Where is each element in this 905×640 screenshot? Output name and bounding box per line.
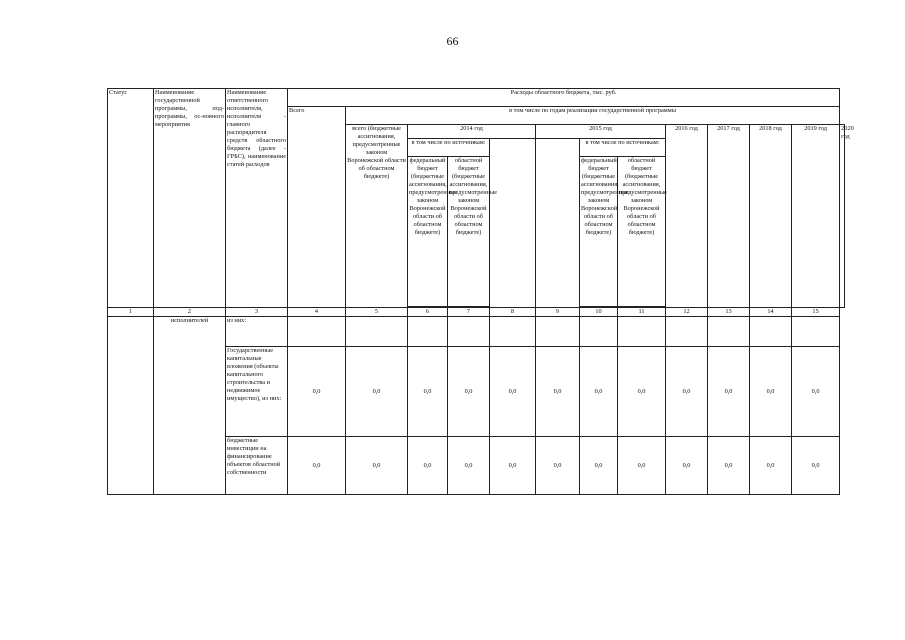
value-cell: 0,0: [346, 437, 408, 495]
header-regional-2014: областной бюджет (бюджетные ассигнования, предусмотренные законом Воронежской области об областном бюджете): [448, 157, 490, 307]
header-executor: Наименование ответственного исполнителя, исполнителя - главного распорядителя средств областного бюджета (далее - ГРБС), наименование статей расходов: [226, 89, 288, 308]
header-regional-2015: областной бюджет (бюджетные ассигнования, предусмотренные законом Воронежской области об областном бюджете): [618, 157, 666, 307]
budget-expenses-table: [107, 88, 854, 495]
value-cell: 0,0: [448, 347, 490, 437]
header-year-2018: 2018 год: [750, 125, 792, 308]
value-cell: 0,0: [536, 347, 580, 437]
value-cell: 0,0: [750, 347, 792, 437]
value-cell: 0,0: [708, 437, 750, 495]
col-num: 4: [288, 308, 346, 317]
value-cell: 0,0: [666, 437, 708, 495]
col-num: 10: [580, 308, 618, 317]
value-cell: 0,0: [580, 437, 618, 495]
header-federal-2014: федеральный бюджет (бюджетные ассигнования, предусмотренные законом Воронежской области об областном бюджете): [408, 157, 448, 307]
col-num: 15: [792, 308, 840, 317]
header-total: Всего: [288, 107, 346, 308]
value-cell: 0,0: [792, 347, 840, 437]
blank-2015-cell: [536, 139, 580, 308]
value-cell: 0,0: [288, 437, 346, 495]
col-num: 2: [154, 308, 226, 317]
col-num: 3: [226, 308, 288, 317]
col-num: 14: [750, 308, 792, 317]
header-all-budget: всего (бюджетные ассигнования, предусмотренные законом Воронежской области об областном бюджете): [346, 125, 408, 308]
value-cell: 0,0: [666, 347, 708, 437]
header-year-2019: 2019 год: [792, 125, 840, 308]
value-cell: 0,0: [750, 437, 792, 495]
col-num: 9: [536, 308, 580, 317]
value-cell: 0,0: [346, 347, 408, 437]
header-year-2020: 2020 год: [840, 125, 845, 308]
value-cell: 0,0: [408, 437, 448, 495]
value-cell: 0,0: [448, 437, 490, 495]
value-cell: 0,0: [490, 437, 536, 495]
page-number: 66: [446, 34, 459, 48]
header-year-2015: 2015 год: [536, 125, 666, 139]
header-program-name: Наименование государственной программы, под-программы, ос-новного мероприятия: [154, 89, 226, 308]
value-cell: 0,0: [618, 347, 666, 437]
header-status: Статус: [108, 89, 154, 308]
value-cell: 0,0: [536, 437, 580, 495]
item-cell: из них:: [226, 317, 288, 347]
status-cell: [108, 317, 154, 495]
header-year-2016: 2016 год: [666, 125, 708, 308]
column-number-row: [108, 308, 845, 317]
col-num: 7: [448, 308, 490, 317]
table-row: [108, 317, 845, 347]
col-num: 8: [490, 308, 536, 317]
item-cell: бюджетные инвестиции на финансирование объектов областной собственности: [226, 437, 288, 495]
col-num: 11: [618, 308, 666, 317]
header-incl-sources-2014: в том числе по источникам:: [408, 139, 490, 157]
header-federal-2015: федеральный бюджет (бюджетные ассигнования, предусмотренные законом Воронежской области об областном бюджете): [580, 157, 618, 307]
value-cell: 0,0: [708, 347, 750, 437]
value-cell: 0,0: [580, 347, 618, 437]
item-cell: Государственные капитальные вложения (объекты капитального строительства и недвижимое имущество), из них:: [226, 347, 288, 437]
value-cell: 0,0: [288, 347, 346, 437]
col-num: 12: [666, 308, 708, 317]
col-num: 1: [108, 308, 154, 317]
value-cell: 0,0: [618, 437, 666, 495]
value-cell: 0,0: [490, 347, 536, 437]
header-incl-sources-2015: в том числе по источникам:: [580, 139, 666, 157]
header-by-years: в том числе по годам реализации государственной программы: [346, 107, 840, 125]
header-year-2017: 2017 год: [708, 125, 750, 308]
col-num: 5: [346, 308, 408, 317]
value-cell: 0,0: [408, 347, 448, 437]
col-num: 6: [408, 308, 448, 317]
col-num: 13: [708, 308, 750, 317]
header-year-2014: 2014 год: [408, 125, 536, 139]
blank-2014-cell: [490, 139, 536, 308]
value-cell: 0,0: [792, 437, 840, 495]
program-name-cell: исполнителей: [154, 317, 226, 495]
header-expenses-title: Расходы областного бюджета, тыс. руб.: [288, 89, 840, 107]
